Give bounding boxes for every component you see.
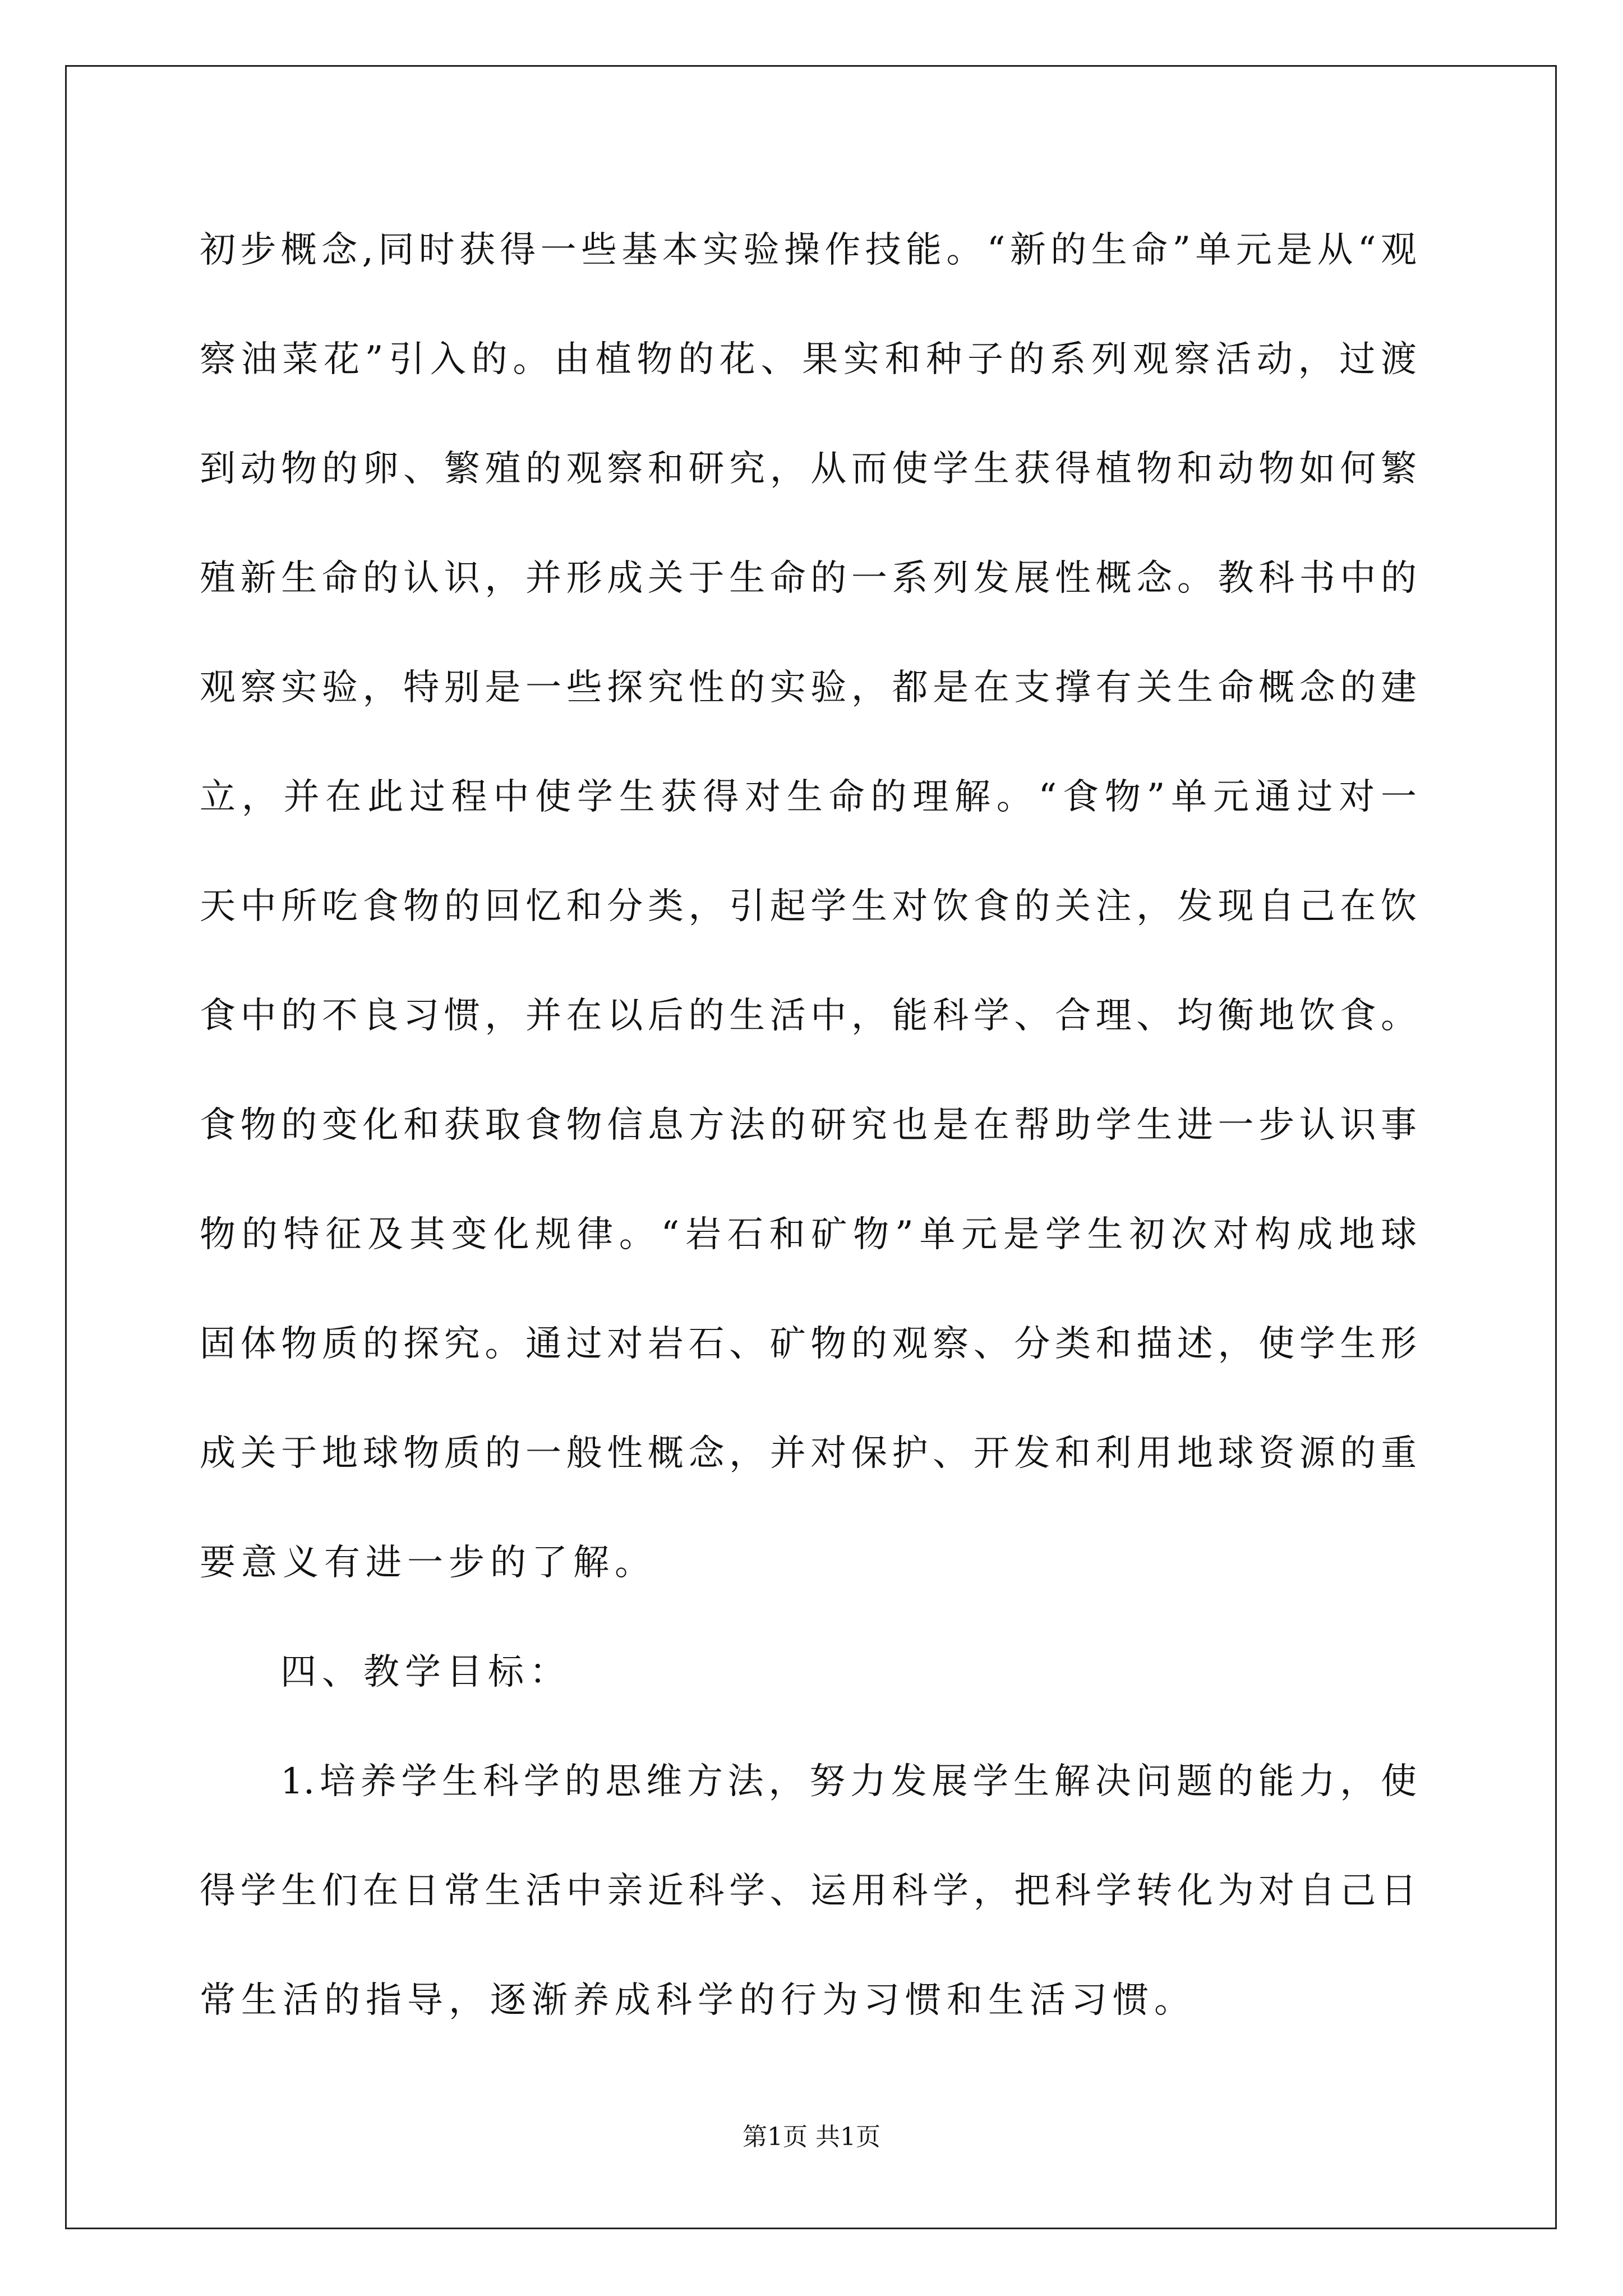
- section-heading: 四、教学目标：: [280, 1651, 571, 1693]
- paragraph-line: 天中所吃食物的回忆和分类，引起学生对饮食的关注，发现自己在饮: [200, 886, 1417, 927]
- paragraph-line: 立，并在此过程中使学生获得对生命的理解。“食物”单元通过对一: [200, 776, 1417, 818]
- paragraph-line: 到动物的卵、繁殖的观察和研究，从而使学生获得植物和动物如何繁: [200, 448, 1417, 490]
- paragraph-line: 初步概念,同时获得一些基本实验操作技能。“新的生命”单元是从“观: [200, 229, 1417, 271]
- paragraph-line: 物的特征及其变化规律。“岩石和矿物”单元是学生初次对构成地球: [200, 1214, 1417, 1255]
- goal-line: 得学生们在日常生活中亲近科学、运用科学，把科学转化为对自己日: [200, 1870, 1417, 1912]
- paragraph-line-last: 要意义有进一步的了解。: [200, 1542, 656, 1584]
- paragraph-line: 固体物质的探究。通过对岩石、矿物的观察、分类和描述，使学生形: [200, 1323, 1417, 1365]
- paragraph-line: 成关于地球物质的一般性概念，并对保护、开发和利用地球资源的重: [200, 1433, 1417, 1474]
- goal-line: 1.培养学生科学的思维方法，努力发展学生解决问题的能力，使: [280, 1761, 1417, 1802]
- paragraph-line: 观察实验，特别是一些探究性的实验，都是在支撑有关生命概念的建: [200, 667, 1417, 708]
- paragraph-line: 食中的不良习惯，并在以后的生活中，能科学、合理、均衡地饮食。: [200, 995, 1417, 1037]
- page-footer: 第1页 共1页: [743, 2123, 880, 2151]
- paragraph-line: 食物的变化和获取食物信息方法的研究也是在帮助学生进一步认识事: [200, 1105, 1417, 1146]
- paragraph-line: 察油菜花”引入的。由植物的花、果实和种子的系列观察活动，过渡: [200, 339, 1417, 380]
- paragraph-line: 殖新生命的认识，并形成关于生命的一系列发展性概念。教科书中的: [200, 558, 1417, 599]
- goal-line-last: 常生活的指导，逐渐养成科学的行为习惯和生活习惯。: [200, 1980, 1196, 2021]
